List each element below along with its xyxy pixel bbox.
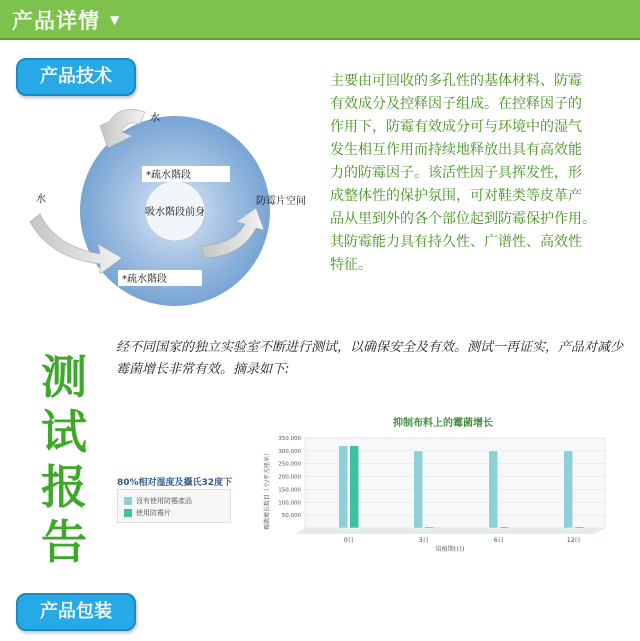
y-tick-label: 50,000 [281,513,301,520]
desc-line: 主要由可回收的多孔性的基体材料、防霉 [330,73,582,89]
title-char: 试 [41,405,87,459]
y-tick-label: 300,000 [278,448,301,455]
tag-product-technology: 产品技术 [16,58,136,96]
title-char: 告 [41,515,87,569]
desc-line: 品从里到外的各个部位起到防霉保护作用。 [330,211,596,227]
water-label-top: 水 [150,113,160,124]
title-char: 报 [41,460,87,514]
y-ticks [278,436,301,519]
y-tick-label: 350,000 [278,436,301,442]
desc-line: 其防霉能力具有持久性、广谱性、高效性 [330,234,582,250]
product-description [330,70,626,277]
legend-label: 沒有使用防霉產品 [136,497,192,505]
bar [489,451,498,528]
bar [425,527,434,528]
desc-line: 发生相互作用而持续地释放出具有高效能 [330,142,582,158]
desc-line: 特征。 [330,257,372,273]
chart-floor [295,528,605,534]
expand-arrow-icon[interactable]: ▼ [110,13,120,27]
desc-line: 作用下，防霉有效成分可与环境中的湿气 [330,119,582,135]
tag-product-packaging: 产品包装 [16,593,136,631]
bar [500,527,509,528]
desc-line: 力的防霉因子。该活性因子具挥发性，形 [330,165,582,181]
legend-label: 使用防霉片 [136,509,171,517]
bar [350,446,359,528]
mold-growth-chart [245,410,640,560]
x-tick-label: 6日 [493,537,504,544]
mechanism-diagram [0,96,330,326]
chart-title: 抑制布料上的霉菌增长 [393,418,493,429]
x-tick-label: 12日 [566,537,581,544]
desc-line: 成整体性的保护氛围，可对鞋类等皮革产 [330,188,582,204]
title-char: 测 [41,350,87,404]
test-report-title [34,350,94,570]
y-tick-label: 250,000 [278,461,301,468]
y-axis-label: 霉菌增长数目（个/平方厘米） [264,449,271,531]
section-title: 产品详情 [12,9,100,33]
x-axis-label: 培植期(日) [435,546,465,553]
bar [414,451,423,528]
x-ticks [344,537,581,544]
space-label: 防霉片空间 [256,196,306,207]
phase-label-2: *疏水階段 [122,274,167,285]
phase-label-1: *疏水階段 [146,170,191,181]
bar [575,527,584,528]
bar [564,451,573,528]
desc-line: 有效成分及控释因子组成。在控释因子的 [330,96,582,112]
y-tick-label: 100,000 [278,500,301,507]
legend-swatch [124,509,132,517]
chart-legend [117,489,231,523]
section-header [0,0,640,40]
bar [339,446,348,528]
water-label-left: 水 [36,194,46,205]
test-intro: 经不同国家的独立实验室不断进行测试，以确保安全及有效。测试一再证实，产品对减少霉菌增长非常有效。摘录如下: [116,340,624,377]
x-tick-label: 0日 [343,537,354,544]
legend-swatch [124,497,132,505]
test-condition: 80%相对湿度及攝氏32度下 [117,478,233,488]
y-tick-label: 150,000 [278,487,301,494]
x-tick-label: 3日 [418,537,429,544]
center-label: 吸水階段前身 [145,207,205,218]
y-tick-label: 200,000 [278,474,301,481]
